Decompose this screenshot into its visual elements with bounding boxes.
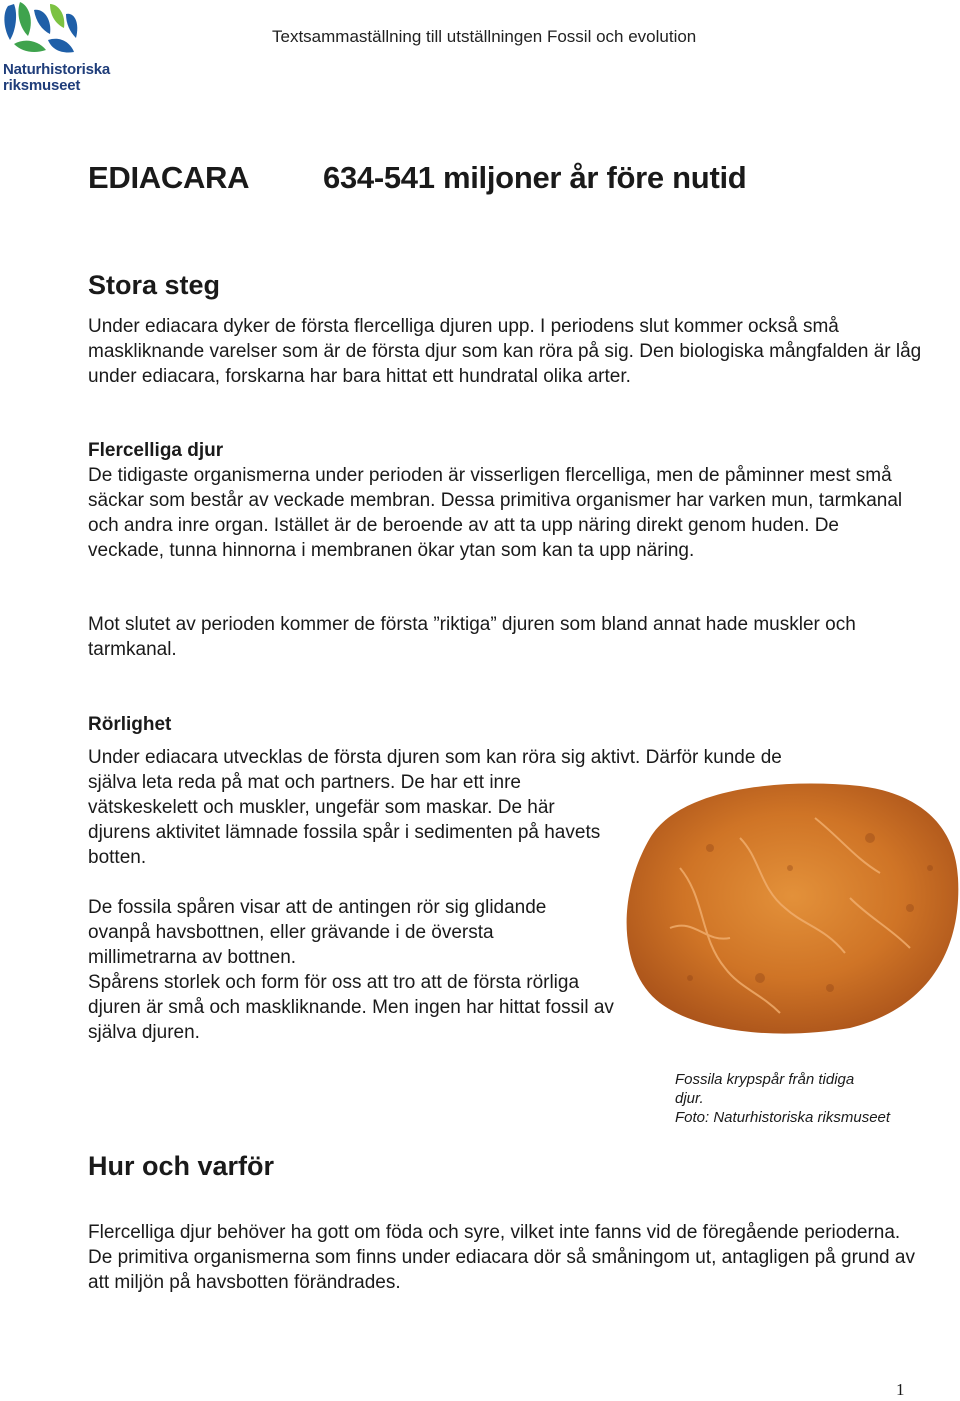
- paragraph-flercelliga: De tidigaste organismerna under perioden är visserligen flercelliga, men de påminner mest små säckar som består av veckade membran. Dessa primitiva organismer har varken mun, tarmkanal och andra inre organ. Istället är de beroende av att ta upp näring direkt genom huden. De veckade, tunna hinnorna i membranen ökar ytan som kan ta upp näring.: [88, 465, 903, 561]
- museum-logo: [0, 0, 120, 100]
- paragraph-rorlighet-line1: Under ediacara utvecklas de första djuren som kan röra sig aktivt. Därför kunde de: [88, 747, 782, 768]
- heading-rorlighet: Rörlighet: [88, 714, 172, 735]
- heading-stora-steg: Stora steg: [88, 270, 221, 300]
- paragraph-rorlighet-2: De fossila spåren visar att de antingen rör sig glidande ovanpå havsbottnen, eller grävande i de översta millimetrarna av bottnen.: [88, 897, 547, 968]
- paragraph-stora-steg: Under ediacara dyker de första flercelliga djuren upp. I periodens slut kommer också små maskliknande varelser som är de första djur som kan röra på sig. Den biologiska mångfalden är låg under ediacara, forskarna har bara hittat ett hundratal olika arter.: [88, 316, 922, 387]
- paragraph-rorlighet-3: Spårens storlek och form för oss att tro att de första rörliga djuren är små och maskliknande. Men ingen har hittat fossil av själva djuren.: [88, 972, 614, 1043]
- logo-text-line2: riksmuseet: [3, 77, 81, 94]
- paragraph-hur-och-varfor: Flercelliga djur behöver ha gott om föda och syre, vilket inte fanns vid de föregående perioderna. De primitiva organismerna som finns under ediacara dör så småningom ut, antagligen på grund av att miljön på havsbotten förändrades.: [88, 1222, 915, 1293]
- logo-mark-icon: [0, 0, 110, 60]
- logo-text-line1: Naturhistoriska: [3, 61, 111, 78]
- period-name: EDIACARA: [88, 160, 250, 195]
- paragraph-rorlighet: själva leta reda på mat och partners. De har ett inre vätskeskelett och muskler, ungefär som maskar. De här djurens aktivitet lämnade fossila spår i sedimenten på havets botten.: [88, 772, 601, 868]
- image-caption: [675, 1070, 925, 1127]
- period-dates: 634-541 miljoner år före nutid: [323, 160, 747, 195]
- heading-hur-och-varfor: Hur och varför: [88, 1151, 275, 1181]
- document-header-title: Textsammaställning till utställningen Fossil och evolution: [272, 27, 697, 46]
- page-number: 1: [896, 1380, 905, 1399]
- heading-flercelliga: Flercelliga djur: [88, 440, 224, 461]
- caption-line1: Fossila krypspår från tidiga: [675, 1071, 855, 1088]
- caption-credit: Foto: Naturhistoriska riksmuseet: [675, 1109, 891, 1126]
- fossil-trace-photo: [610, 778, 960, 1036]
- caption-line2: djur.: [675, 1090, 704, 1107]
- paragraph-flercelliga-2: Mot slutet av perioden kommer de första ”riktiga” djuren som bland annat hade muskler och tarmkanal.: [88, 614, 856, 660]
